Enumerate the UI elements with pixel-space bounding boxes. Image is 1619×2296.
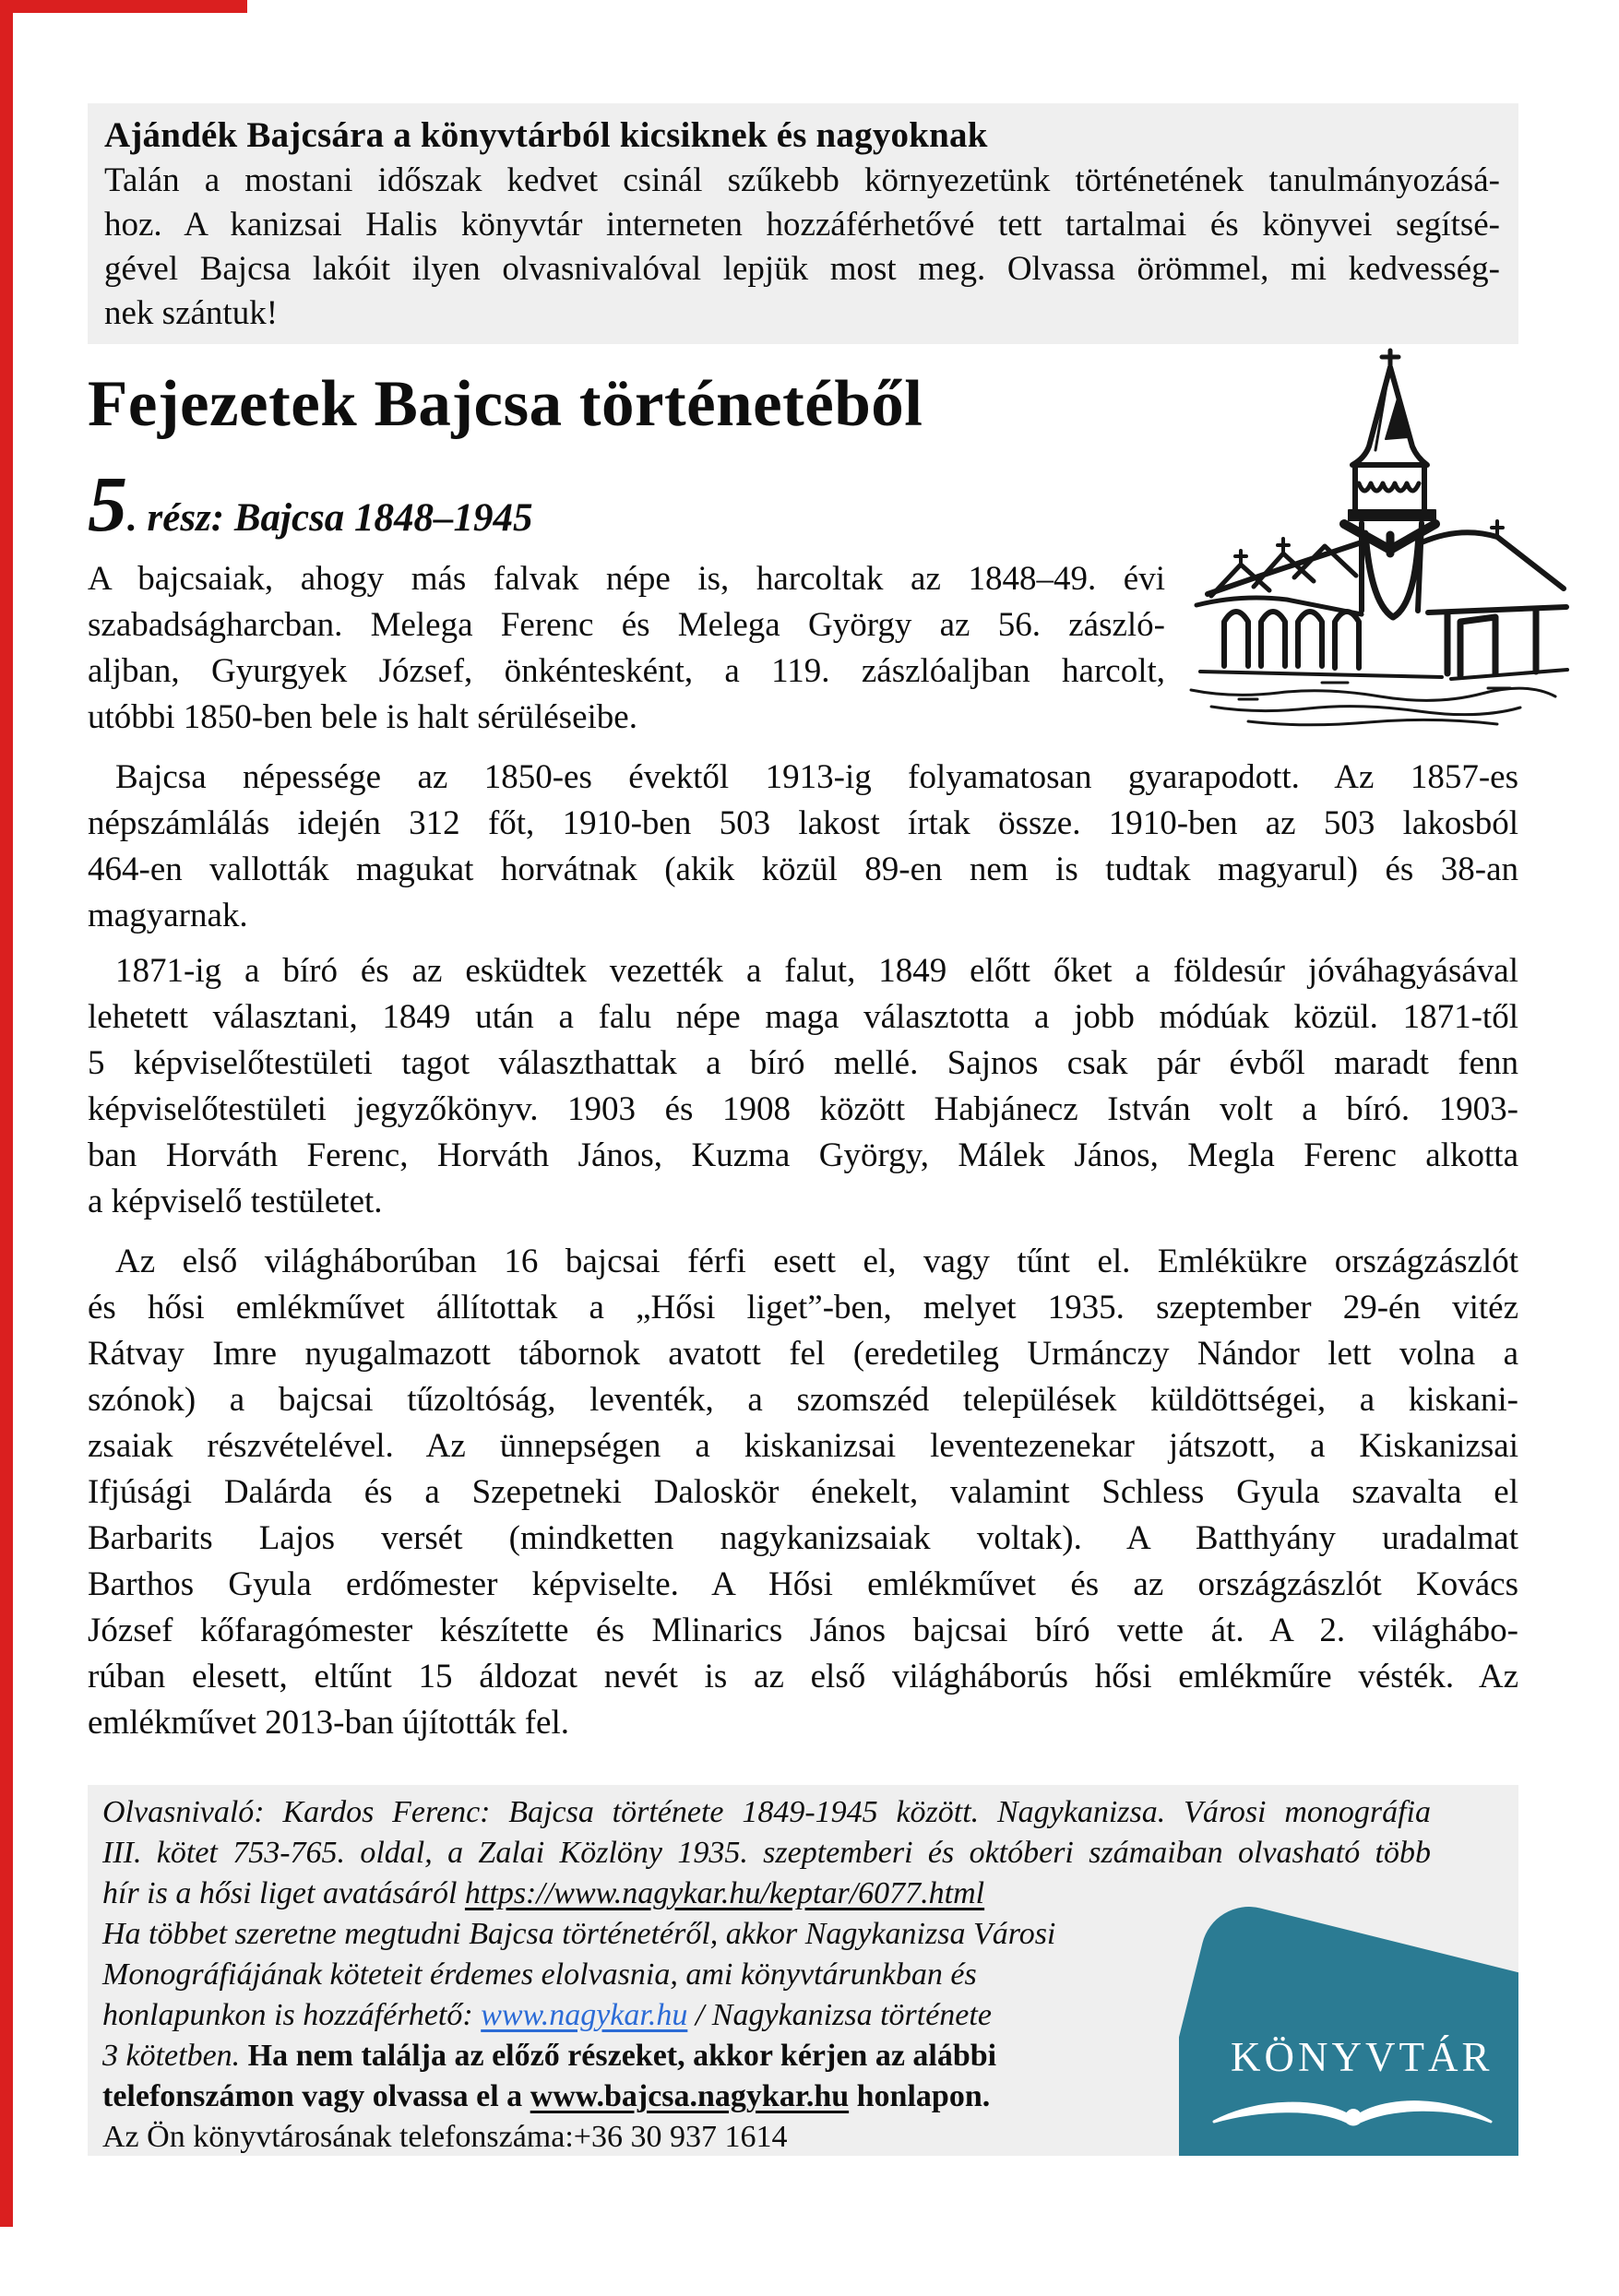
text-line: ban Horváth Ferenc, Horváth János, Kuzma György, Málek János, Megla Ferenc alkotta (88, 1136, 1518, 1174)
text-line: 1871-ig a bíró és az esküdtek vezették a falut, 1849 előtt őket a földesúr jóváhagyásával (115, 952, 1518, 990)
header-paragraph (104, 159, 1500, 336)
text-line: 464-en vallották magukat horvátnak (akik közül 89-en nem is tudtak magyarul) és 38-an (88, 851, 1518, 888)
paragraph-2 (88, 755, 1518, 939)
text-line: Olvasnivaló: Kardos Ferenc: Bajcsa története 1849-1945 között. Nagykanizsa. Városi monográfia (102, 1795, 1431, 1829)
text-line: Monográfiájának köteteit érdemes elolvasnia, ami könyvtárunkban és (102, 1957, 977, 1992)
text-line: a képviselő testületet. (88, 1183, 383, 1220)
paragraph-4 (88, 1239, 1518, 1746)
text-segment: telefonszámon vagy olvassa el a (102, 2079, 530, 2113)
text-line: aljban, Gyurgyek József, önkéntesként, a 119. zászlóaljban harcolt, (88, 652, 1165, 690)
paragraph-1 (88, 556, 1165, 741)
text-segment: Az Ön könyvtárosának telefonszáma:+36 30 937 1614 (102, 2120, 788, 2154)
logo-wordmark: KÖNYVTÁR (1231, 2034, 1494, 2080)
text-line: Ha többet szeretne megtudni Bajcsa történetéről, akkor Nagykanizsa Városi (102, 1917, 1056, 1951)
text-line: József kőfaragómester készítette és Mlinarics János bajcsai bíró vette át. A 2. világhábo- (88, 1612, 1518, 1649)
text-segment: hír is a hősi liget avatásáról (102, 1876, 465, 1910)
text-segment: 3 kötetben. (102, 2039, 248, 2073)
text-segment: Ha nem találja az előző részeket, akkor kérjen az alábbi (247, 2039, 997, 2073)
red-crop-mark-left (0, 0, 13, 2227)
text-line: III. kötet 753-765. oldal, a Zalai Közlöny 1935. szeptemberi és októberi számaiban olvasható több (102, 1836, 1431, 1870)
header-title: Ajándék Bajcsára a könyvtárból kicsiknek és nagyoknak (104, 115, 988, 155)
text-segment: honlapunkon is hozzáférhető: (102, 1998, 482, 2032)
keptar-link[interactable]: https://www.nagykar.hu/keptar/6077.html (464, 1876, 985, 1910)
header-panel (88, 103, 1518, 344)
page-title: Fejezetek Bajcsa történetéből (88, 368, 923, 440)
text-line: népszámlálás idején 312 főt, 1910-ben 503 lakost írtak össze. 1910-ben az 503 lakosból (88, 804, 1518, 842)
text-line: Barbarits Lajos versét (mindketten nagykanizsaiak voltak). A Batthyány uradalmat (88, 1519, 1518, 1557)
paragraph-3 (88, 948, 1518, 1225)
text-line: gével Bajcsa lakóit ilyen olvasnivalóval lepjük most meg. Olvassa örömmel, mi kedvesség- (104, 250, 1500, 288)
text-line: 5 képviselőtestületi tagot választhattak a bíró mellé. Sajnos csak pár évből maradt fenn (88, 1044, 1518, 1082)
text-line: Rátvay Imre nyugalmazott tábornok avatott fel (eredetileg Urmánczy Nándor lett volna a (88, 1335, 1518, 1373)
text-line: Talán a mostani időszak kedvet csinál szűkebb környezetünk történetének tanulmányozásá- (104, 161, 1500, 199)
text-line: szónok) a bajcsai tűzoltóság, leventék, a szomszéd települések küldöttségei, a kiskani- (88, 1381, 1518, 1419)
red-crop-mark-top (0, 0, 247, 13)
open-book-icon (1208, 2079, 1496, 2138)
text-line: lehetett választani, 1849 után a falu népe maga választotta a jobb módúak közül. 1871-től (88, 998, 1518, 1036)
text-line: zsaiak részvételével. Az ünnepségen a kiskanizsai leventezenekar játszott, a Kiskanizsai (88, 1427, 1518, 1465)
text-line: magyarnak. (88, 897, 248, 934)
text-line: A bajcsaiak, ahogy más falvak népe is, harcoltak az 1848–49. évi (88, 560, 1165, 598)
subtitle-text: . rész: Bajcsa 1848–1945 (127, 496, 533, 540)
church-line-drawing (1184, 343, 1571, 735)
text-line: hoz. A kanizsai Halis könyvtár interneten hozzáférhetővé tett tartalmai és könyvei segítsé- (104, 206, 1500, 244)
subtitle-part-number: 5 (88, 459, 127, 548)
text-segment: honlapon. (849, 2079, 991, 2113)
bajcsa-nagykar-link[interactable]: www.bajcsa.nagykar.hu (530, 2079, 850, 2113)
library-logo (1179, 1887, 1518, 2156)
text-line: Ifjúsági Dalárda és a Szepetneki Daloskör énekelt, valamint Schless Gyula szavalta el (88, 1473, 1518, 1511)
text-line: emlékművet 2013-ban újították fel. (88, 1704, 569, 1742)
text-line: képviselőtestületi jegyzőkönyv. 1903 és 1908 között Habjánecz István volt a bíró. 1903- (88, 1090, 1518, 1128)
text-line: Barthos Gyula erdőmester képviselte. A Hősi emlékművet és az országzászlót Kovács (88, 1565, 1518, 1603)
text-line: rúban elesett, eltűnt 15 áldozat nevét is az első világháborús hősi emlékműre vésték. Az (88, 1658, 1518, 1695)
text-line: és hősi emlékművet állítottak a „Hősi liget”-ben, melyet 1935. szeptember 29-én vitéz (88, 1289, 1518, 1326)
text-line: nek szántuk! (104, 294, 279, 332)
subtitle (88, 458, 918, 550)
nagykar-link[interactable]: www.nagykar.hu (481, 1998, 688, 2032)
text-segment: / Nagykanizsa története (687, 1998, 992, 2032)
text-line: szabadságharcban. Melega Ferenc és Melega György az 56. zászló- (88, 606, 1165, 644)
text-line: utóbbi 1850-ben bele is halt sérüléseibe. (88, 698, 637, 736)
text-line: Bajcsa népessége az 1850-es évektől 1913-ig folyamatosan gyarapodott. Az 1857-es (115, 758, 1518, 796)
text-line: Az első világháborúban 16 bajcsai férfi esett el, vagy tűnt el. Emlékükre országzászlót (115, 1243, 1518, 1280)
